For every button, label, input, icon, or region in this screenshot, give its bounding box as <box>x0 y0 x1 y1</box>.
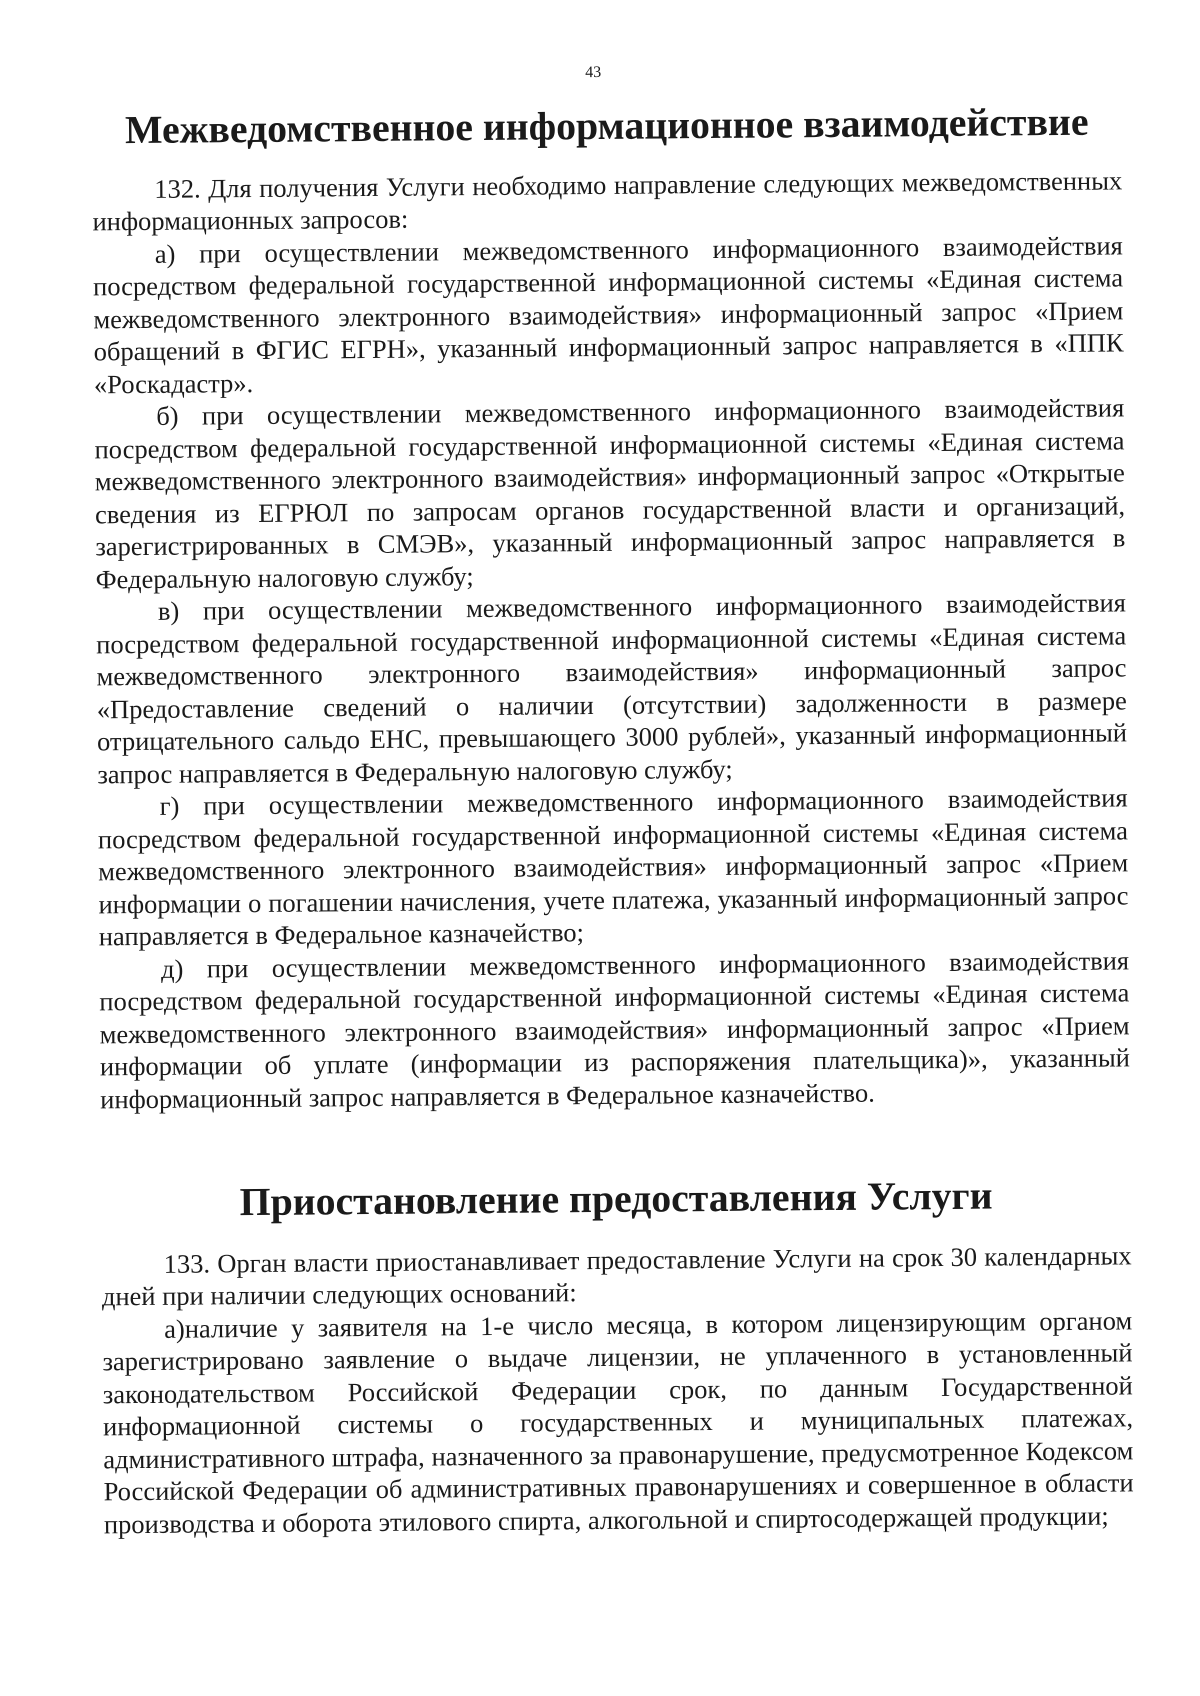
paragraph-132-v: в) при осуществлении межведомственного информационного взаимодействия посредством федеральной государственной информационной системы «Единая система межведомственного электронного взаимодействия» информационный запрос «Предоставление сведений о наличии (отсутствии) задолженности в размере отрицательного сальдо ЕНС, превышающего 3000 рублей», указанный информационный запрос направляется в Федеральную налоговую службу; <box>96 587 1128 789</box>
section-heading-suspension: Приостановление предоставления Услуги <box>239 1173 993 1225</box>
paragraph-133: 133. Орган власти приостанавливает предоставление Услуги на срок 30 календарных дней при наличии следующих оснований: <box>101 1239 1132 1312</box>
paragraph-132-d: д) при осуществлении межведомственного информационного взаимодействия посредством федеральной государственной информационной системы «Единая система межведомственного электронного взаимодействия» информационный запрос «Прием информации об уплате (информации из распоряжения плательщика)», указанный информационный запрос направляется в Федеральное казначейство. <box>99 944 1131 1114</box>
paragraph-133-a: а)наличие у заявителя на 1-е число месяца, в котором лицензирующим органом зарегистрировано заявление о выдаче лицензии, не уплаченного в установленный законодательством Российской Федерации срок, по данным Государственной информационной системы о государственных и муниципальных платежах, административного штрафа, назначенного за правонарушение, предусмотренное Кодексом Российской Федерации об административных правонарушениях и совершенное в области производства и оборота этилового спирта, алкогольной и спиртосодержащей продукции; <box>102 1304 1134 1539</box>
paragraph-132-a: а) при осуществлении межведомственного информационного взаимодействия посредством федеральной государственной информационной системы «Единая система межведомственного электронного взаимодействия» информационный запрос «Прием обращений в ФГИС ЕГРН», указанный информационный запрос направляется в «ППК «Роскадастр». <box>92 229 1124 399</box>
section-heading-interagency: Межведомственное информационное взаимодействие <box>124 99 1089 153</box>
page-number: 43 <box>585 63 602 82</box>
paragraph-132-b: б) при осуществлении межведомственного информационного взаимодействия посредством федеральной государственной информационной системы «Единая система межведомственного электронного взаимодействия» информационный запрос «Открытые сведения из ЕГРЮЛ по запросам органов государственной власти и организаций, зарегистрированных в СМЭВ», указанный информационный запрос направляется в Федеральную налоговую службу; <box>94 392 1126 594</box>
document-body <box>92 99 1134 1540</box>
paragraph-132-g: г) при осуществлении межведомственного информационного взаимодействия посредством федеральной государственной информационной системы «Единая система межведомственного электронного взаимодействия» информационный запрос «Прием информации о погашении начисления, учете платежа, указанный информационный запрос направляется в Федеральное казначейство; <box>97 782 1129 952</box>
paragraph-132: 132. Для получения Услуги необходимо направление следующих межведомственных информационных запросов: <box>92 164 1123 237</box>
